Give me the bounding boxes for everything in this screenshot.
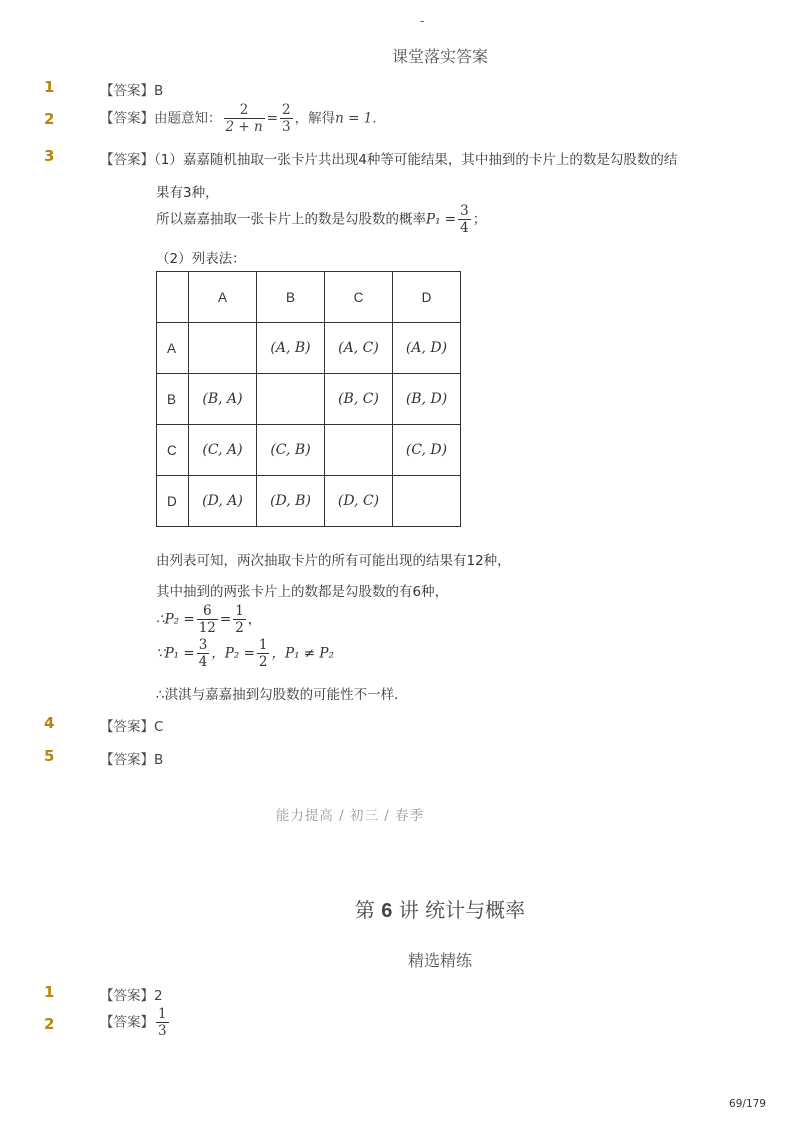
q3-line7: [156, 603, 261, 636]
frac-den: 2 + n: [225, 119, 263, 135]
question-number: 2: [44, 1015, 55, 1033]
frac-num: 1: [258, 637, 268, 653]
frac-num: 2: [282, 102, 291, 118]
answer-tag: 【答案】: [100, 110, 154, 127]
answer-line-5: [100, 748, 163, 768]
page-footer: 能力提高 / 初三 / 春季: [275, 808, 425, 824]
fraction: [197, 637, 210, 670]
table-cell: (C, B): [257, 425, 325, 476]
question-number: 3: [44, 147, 55, 165]
table-cell: (B, D): [393, 374, 461, 425]
q2-end: .: [372, 110, 377, 127]
table-cell: (B, C): [325, 374, 393, 425]
fraction: [280, 102, 293, 135]
fraction: [156, 1006, 169, 1039]
frac-den: 3: [282, 119, 291, 135]
answer-tag: 【答案】: [100, 752, 154, 768]
q3-line3-end: ；: [472, 211, 487, 228]
table-header: D: [393, 272, 461, 323]
frac-den: 12: [198, 620, 216, 636]
answer-tag: 【答案】: [100, 719, 154, 735]
answer-value: C: [154, 719, 164, 735]
q3-line7-end: ，: [247, 611, 262, 628]
table-cell: [393, 476, 461, 527]
question-number: 2: [44, 110, 55, 128]
table-cell: (A, B): [257, 323, 325, 374]
frac-den: 4: [460, 220, 469, 236]
table-cell: (C, D): [393, 425, 461, 476]
table-corner: [157, 272, 189, 323]
probability-table: [156, 271, 461, 527]
table-row: [157, 425, 461, 476]
answer-line-1: [100, 79, 163, 99]
q3-line3-text: 所以嘉嘉抽取一张卡片上的数是勾股数的概率: [156, 211, 426, 228]
q3-not-equal: ，P₁ ≠ P₂: [271, 645, 334, 662]
page-number: 69/179: [729, 1098, 766, 1110]
fraction: [233, 603, 246, 636]
q3-line2: 果有3种，: [156, 185, 219, 201]
question-number: 1: [44, 78, 55, 96]
q2-prefix: 由题意知：: [154, 110, 222, 127]
table-cell: (D, C): [325, 476, 393, 527]
frac-num: 3: [198, 637, 208, 653]
frac-num: 1: [235, 603, 244, 619]
table-row: [157, 476, 461, 527]
answer-line-2: [100, 102, 377, 135]
frac-den: 4: [198, 654, 208, 670]
equals: =: [266, 110, 278, 127]
frac-den: 2: [235, 620, 244, 636]
table-row: [157, 323, 461, 374]
table-cell: (B, A): [189, 374, 257, 425]
q2-suffix: ，解得: [294, 110, 336, 127]
question-number: 5: [44, 747, 55, 765]
section-title-practice: 精选精练: [407, 951, 472, 970]
table-header: B: [257, 272, 325, 323]
practice-answer-2: [100, 1006, 171, 1039]
q3-line1: （1）嘉嘉随机抽取一张卡片共出现4种等可能结果，其中抽到的卡片上的数是勾股数的结: [154, 152, 678, 168]
row-header: C: [157, 425, 189, 476]
row-header: D: [157, 476, 189, 527]
q3-p1: P₁ =: [426, 211, 457, 228]
table-cell: (A, D): [393, 323, 461, 374]
frac-num: 1: [158, 1006, 167, 1022]
frac-num: 3: [460, 203, 469, 219]
table-header: C: [325, 272, 393, 323]
answer-tag: 【答案】: [100, 152, 154, 168]
answer-value: B: [154, 752, 164, 768]
fraction: [224, 102, 265, 135]
fraction: [458, 203, 471, 236]
practice-answer-1: [100, 984, 163, 1004]
section-title-classroom: 课堂落实答案: [391, 47, 488, 66]
q3-line8: [156, 637, 334, 670]
table-row: [157, 374, 461, 425]
table-cell: (D, B): [257, 476, 325, 527]
table-header: A: [189, 272, 257, 323]
lecture-title: [0, 894, 800, 923]
question-number: 1: [44, 983, 55, 1001]
frac-den: 3: [158, 1023, 167, 1039]
table-cell: [325, 425, 393, 476]
q3-line9: ∴淇淇与嘉嘉抽到勾股数的可能性不一样．: [156, 687, 408, 703]
frac-num: 2: [239, 102, 249, 118]
equals: =: [219, 611, 232, 628]
answer-tag: 【答案】: [100, 83, 154, 99]
table-cell: (C, A): [189, 425, 257, 476]
row-header: B: [157, 374, 189, 425]
table-cell: (D, A): [189, 476, 257, 527]
q3-line5: 由列表可知，两次抽取卡片的所有可能出现的结果有12种，: [156, 553, 511, 569]
answer-tag: 【答案】: [100, 1014, 154, 1031]
table-header-row: [157, 272, 461, 323]
frac-den: 2: [258, 654, 268, 670]
fraction: [257, 637, 270, 670]
answer-line-3: [100, 148, 677, 168]
fraction: [197, 603, 218, 636]
q3-line4: （2）列表法：: [156, 251, 246, 267]
q3-p2: ∴P₂ =: [156, 611, 195, 628]
table-cell: [257, 374, 325, 425]
lecture-pre: 第: [354, 898, 375, 922]
question-number: 4: [44, 714, 55, 732]
answer-value: 2: [154, 988, 163, 1004]
frac-num: 6: [202, 603, 212, 619]
table-cell: [189, 323, 257, 374]
answer-line-4: [100, 715, 163, 735]
q3-because-p1: ∵P₁ =: [156, 645, 195, 662]
q2-solution: n = 1: [335, 110, 373, 127]
lecture-name: 讲 统计与概率: [398, 898, 526, 922]
q3-line3: [156, 203, 486, 236]
row-header: A: [157, 323, 189, 374]
answer-tag: 【答案】: [100, 988, 154, 1004]
table-cell: (A, C): [325, 323, 393, 374]
q3-p2-eq: ，P₂ =: [211, 645, 255, 662]
answer-value: B: [154, 83, 164, 99]
lecture-number: 6: [381, 900, 393, 922]
q3-line6: 其中抽到的两张卡片上的数都是勾股数的有6种，: [156, 584, 449, 600]
top-mark: -: [420, 14, 425, 28]
